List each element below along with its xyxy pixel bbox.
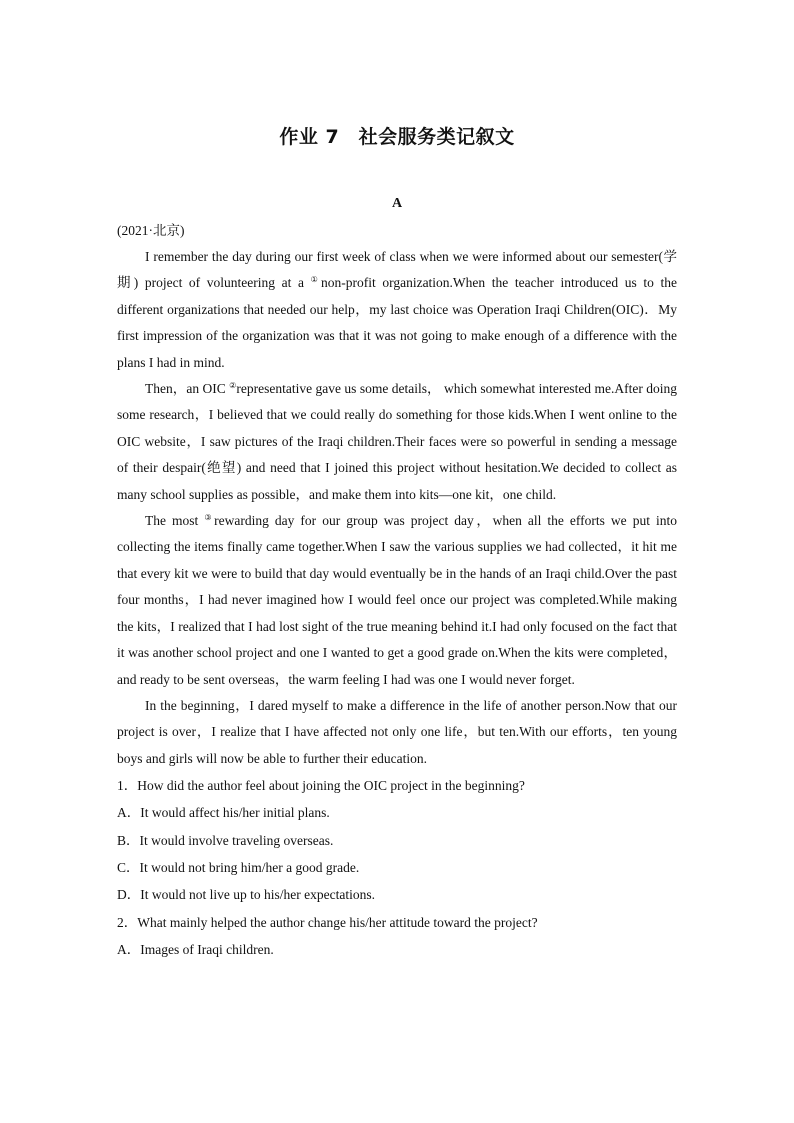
footnote-marker: ② bbox=[229, 381, 237, 391]
question-stem: 2．What mainly helped the author change his/her attitude toward the project? bbox=[117, 914, 538, 930]
question-stem: 1．How did the author feel about joining the OIC project in the beginning? bbox=[117, 778, 525, 794]
passage-body bbox=[117, 244, 677, 963]
passage-paragraph: In the beginning，I dared myself to make a difference in the life of another person.Now that our project is over，I realize that I have affected not only one life，but ten.With our efforts，ten young boys and girls will now be able to further their education. bbox=[117, 697, 677, 766]
answer-option: C．It would not bring him/her a good grade. bbox=[117, 860, 360, 876]
answer-option: A．Images of Iraqi children. bbox=[117, 941, 274, 957]
passage-paragraph: Then，an OIC ②representative gave us some details， which somewhat interested me.After doing some research，I believed that we could really do something for those kids.When I went online to the OIC website，I saw pictures of the Iraqi children.Their faces were so powerful in sending a message of their despair(绝望) and need that I joined this project without hesitation.We decided to collect as many school supplies as possible，and make them into kits—one kit，one child. bbox=[117, 381, 677, 502]
answer-option: D．It would not live up to his/her expectations. bbox=[117, 887, 375, 903]
answer-option: A．It would affect his/her initial plans. bbox=[117, 805, 330, 821]
passage-paragraph: The most ③rewarding day for our group was project day，when all the efforts we put into collecting the items finally came together.When I saw the various supplies we had collected，it hit me that every kit we were to build that day would eventually be in the hands of an Iraqi child.Over the past four months，I had never imagined how I would feel once our project was completed.While making the kits，I realized that I had lost sight of the true meaning behind it.I had only focused on the fact that it was another school project and one I wanted to get a good grade on.When the kits were completed，and ready to be sent overseas，the warm feeling I had was one I would never forget. bbox=[117, 513, 677, 687]
section-label: A bbox=[391, 196, 403, 211]
footnote-marker: ① bbox=[310, 275, 321, 285]
footnote-marker: ③ bbox=[204, 513, 215, 523]
passage-paragraph: I remember the day during our first week of class when we were informed about our semester(学期) project of volunteering at a ①non-profit organization.When the teacher introduced us to the different organizations that needed our help，my last choice was Operation Iraqi Children(OIC)．My first impression of the organization was that it was not going to make enough of a difference with the plans I had in mind. bbox=[117, 249, 677, 370]
source-note: (2021·北京) bbox=[117, 223, 185, 238]
page-title: 作业 7 社会服务类记叙文 bbox=[279, 126, 515, 148]
question-list bbox=[117, 772, 677, 963]
answer-option: B．It would involve traveling overseas. bbox=[117, 832, 334, 848]
passage-paragraphs bbox=[117, 244, 677, 772]
